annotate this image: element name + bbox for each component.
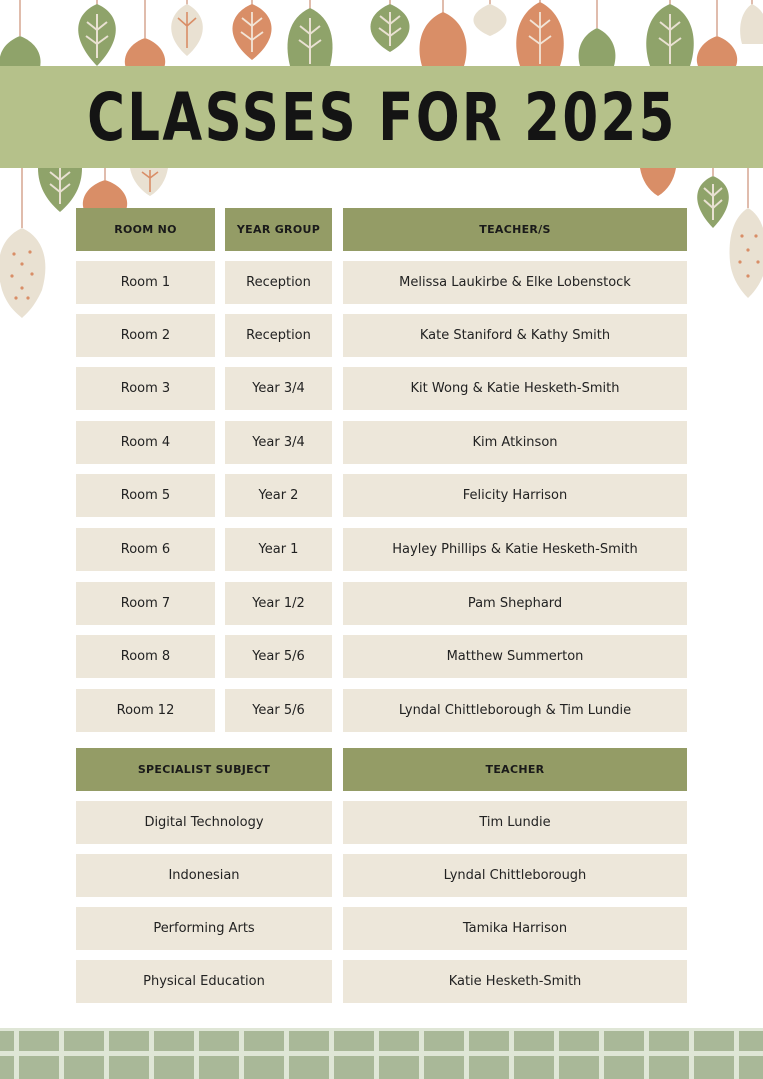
cell-subject: Indonesian [76, 854, 332, 897]
leaf-top-9 [473, 4, 506, 36]
leaf-mid-4 [0, 228, 45, 318]
cell-year-group: Reception [225, 314, 332, 357]
leaf-mid-2 [130, 168, 168, 196]
cell-teacher: Tamika Harrison [343, 907, 687, 950]
cell-room: Room 12 [76, 689, 215, 732]
cell-year-group: Reception [225, 261, 332, 304]
footer-grid-pattern [0, 1028, 763, 1079]
page-title: CLASSES FOR 2025 [86, 78, 677, 156]
cell-teachers: Matthew Summerton [343, 635, 687, 678]
leaf-top-10 [516, 2, 563, 66]
cell-teachers: Kit Wong & Katie Hesketh-Smith [343, 367, 687, 410]
cell-teachers: Lyndal Chittleborough & Tim Lundie [343, 689, 687, 732]
cell-room: Room 4 [76, 421, 215, 464]
cell-year-group: Year 5/6 [225, 635, 332, 678]
cell-room: Room 2 [76, 314, 215, 357]
leaf-top-8 [420, 12, 467, 66]
cell-subject: Performing Arts [76, 907, 332, 950]
cell-teachers: Felicity Harrison [343, 474, 687, 517]
header-year-group: YEAR GROUP [225, 208, 332, 251]
cell-subject: Physical Education [76, 960, 332, 1003]
cell-room: Room 7 [76, 582, 215, 625]
cell-room: Room 6 [76, 528, 215, 571]
cell-teachers: Hayley Phillips & Katie Hesketh-Smith [343, 528, 687, 571]
leaf-top-11 [579, 28, 616, 66]
cell-teachers: Kim Atkinson [343, 421, 687, 464]
leaf-mid-3 [83, 180, 127, 210]
cell-teachers: Pam Shephard [343, 582, 687, 625]
leaf-top-13 [697, 36, 737, 66]
title-banner [0, 66, 763, 168]
cell-room: Room 5 [76, 474, 215, 517]
header-room-no: ROOM NO [76, 208, 215, 251]
leaf-mid-7 [730, 208, 763, 298]
cell-year-group: Year 2 [225, 474, 332, 517]
cell-year-group: Year 3/4 [225, 421, 332, 464]
leaf-mid-6 [697, 176, 729, 228]
cell-room: Room 1 [76, 261, 215, 304]
leaf-top-14 [740, 4, 763, 44]
leaf-top-3 [125, 38, 165, 68]
leaf-top-4 [171, 4, 203, 56]
header-teacher: TEACHER [343, 748, 687, 791]
leaf-top-2 [78, 4, 116, 66]
header-teachers: TEACHER/S [343, 208, 687, 251]
cell-year-group: Year 5/6 [225, 689, 332, 732]
cell-room: Room 8 [76, 635, 215, 678]
cell-year-group: Year 1/2 [225, 582, 332, 625]
leaf-top-6 [287, 8, 332, 66]
header-specialist-subject: SPECIALIST SUBJECT [76, 748, 332, 791]
cell-subject: Digital Technology [76, 801, 332, 844]
cell-teacher: Tim Lundie [343, 801, 687, 844]
cell-room: Room 3 [76, 367, 215, 410]
leaf-mid-1 [38, 168, 82, 212]
leaf-mid-5 [640, 168, 676, 196]
cell-teacher: Katie Hesketh-Smith [343, 960, 687, 1003]
cell-teacher: Lyndal Chittleborough [343, 854, 687, 897]
leaf-top-7 [370, 4, 409, 52]
cell-year-group: Year 1 [225, 528, 332, 571]
cell-teachers: Melissa Laukirbe & Elke Lobenstock [343, 261, 687, 304]
leaf-top-12 [646, 4, 693, 66]
leaf-top-5 [232, 4, 271, 60]
cell-year-group: Year 3/4 [225, 367, 332, 410]
cell-teachers: Kate Staniford & Kathy Smith [343, 314, 687, 357]
